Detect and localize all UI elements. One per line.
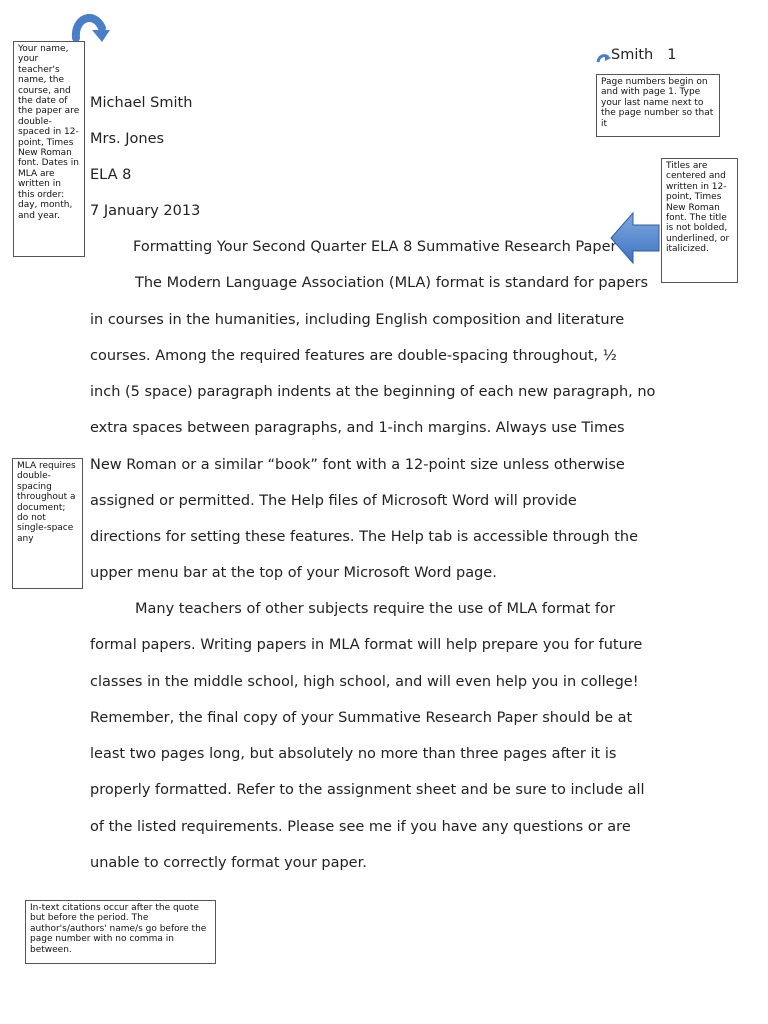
page-header <box>611 47 676 63</box>
citation-callout: In-text citations occur after the quote but before the period. The author's/authors' name/s go before the page number with no comma in between. <box>25 900 216 964</box>
spacing-callout: MLA requires double-spacing throughout a document; do not single-space any <box>12 458 83 589</box>
body-line: courses. Among the required features are double-spacing throughout, ½ <box>90 348 617 364</box>
left-arrow-icon <box>609 211 661 265</box>
title-callout: Titles are centered and written in 12-point, Times New Roman font. The title is not bolded, underlined, or italicized. <box>661 158 738 283</box>
body-line: Remember, the final copy of your Summative Research Paper should be at <box>90 710 633 726</box>
teacher-name: Mrs. Jones <box>90 131 165 147</box>
heading-callout: Your name, your teacher's name, the course, and the date of the paper are double-spaced in 12-point, Times New Roman font. Dates in MLA are written in this order: day, month, and year. <box>13 41 85 257</box>
header-page-number: 1 <box>667 47 677 63</box>
body-line: The Modern Language Association (MLA) format is standard for papers <box>135 275 649 291</box>
small-arrow-icon <box>596 52 612 64</box>
body-line: New Roman or a similar “book” font with a 12-point size unless otherwise <box>90 457 625 473</box>
body-line: of the listed requirements. Please see me if you have any questions or are <box>90 819 631 835</box>
student-name: Michael Smith <box>90 95 193 111</box>
paper-date: 7 January 2013 <box>90 203 201 219</box>
body-line: inch (5 space) paragraph indents at the beginning of each new paragraph, no <box>90 384 656 400</box>
body-line: properly formatted. Refer to the assignment sheet and be sure to include all <box>90 782 645 798</box>
header-last-name: Smith <box>611 47 654 63</box>
page-number-callout: Page numbers begin on and with page 1. Type your last name next to the page number so that it <box>596 74 720 137</box>
body-line: classes in the middle school, high school, and will even help you in college! <box>90 674 639 690</box>
body-line: upper menu bar at the top of your Microsoft Word page. <box>90 565 497 581</box>
body-line: in courses in the humanities, including English composition and literature <box>90 312 625 328</box>
body-line: assigned or permitted. The Help files of Microsoft Word will provide <box>90 493 577 509</box>
body-line: unable to correctly format your paper. <box>90 855 367 871</box>
body-line: Many teachers of other subjects require the use of MLA format for <box>135 601 615 617</box>
body-line: least two pages long, but absolutely no more than three pages after it is <box>90 746 617 762</box>
body-line: directions for setting these features. The Help tab is accessible through the <box>90 529 638 545</box>
course-name: ELA 8 <box>90 167 132 183</box>
body-line: formal papers. Writing papers in MLA format will help prepare you for future <box>90 637 643 653</box>
body-line: extra spaces between paragraphs, and 1-inch margins. Always use Times <box>90 420 625 436</box>
paper-title: Formatting Your Second Quarter ELA 8 Summative Research Paper <box>133 239 617 255</box>
